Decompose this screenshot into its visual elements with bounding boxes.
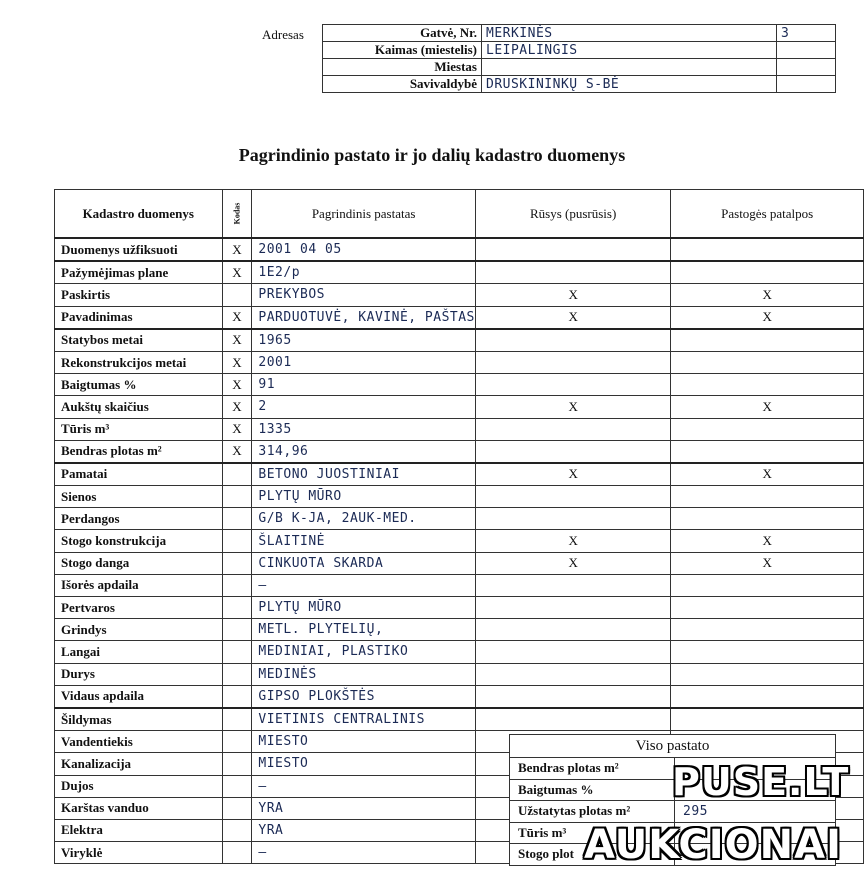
row-main-value: G/B K-JA, 2AUK-MED.: [252, 508, 476, 530]
address-row: [323, 59, 836, 76]
row-rusys: [475, 708, 670, 731]
address-row-value: LEIPALINGIS: [482, 42, 777, 59]
row-label: Karštas vanduo: [55, 797, 223, 819]
row-label: Stogo danga: [55, 552, 223, 574]
row-rusys: [475, 508, 670, 530]
address-row-number: 3: [777, 25, 836, 42]
row-pastoge: X: [671, 552, 864, 574]
row-main-value: MEDINIAI, PLASTIKO: [252, 641, 476, 663]
row-pastoge: [671, 238, 864, 261]
row-main-value: MIESTO: [252, 753, 476, 775]
table-row: [55, 486, 864, 508]
row-main-value: 1965: [252, 329, 476, 352]
row-pastoge: [671, 685, 864, 708]
row-pastoge: [671, 574, 864, 596]
address-row-value: [482, 59, 777, 76]
row-pastoge: [671, 374, 864, 396]
row-main-value: MIESTO: [252, 731, 476, 753]
table-row: [55, 574, 864, 596]
row-rusys: [475, 351, 670, 373]
row-rusys: [475, 574, 670, 596]
row-rusys: X: [475, 530, 670, 552]
row-label: Dujos: [55, 775, 223, 797]
row-rusys: [475, 619, 670, 641]
row-rusys: [475, 597, 670, 619]
row-main-value: MEDINĖS: [252, 663, 476, 685]
row-label: Langai: [55, 641, 223, 663]
address-row: [323, 42, 836, 59]
viso-row-value: 295: [675, 801, 836, 823]
row-kodas: [222, 797, 252, 819]
row-main-value: 1E2/p: [252, 261, 476, 284]
row-main-value: PLYTŲ MŪRO: [252, 597, 476, 619]
table-row: [55, 351, 864, 373]
viso-row-label: Tūris m³: [510, 822, 675, 844]
row-label: Išorės apdaila: [55, 574, 223, 596]
row-kodas: X: [222, 396, 252, 418]
row-rusys: X: [475, 396, 670, 418]
row-kodas: [222, 708, 252, 731]
table-row: [55, 663, 864, 685]
row-label: Rekonstrukcijos metai: [55, 351, 223, 373]
row-pastoge: [671, 261, 864, 284]
row-rusys: X: [475, 284, 670, 306]
row-label: Vandentiekis: [55, 731, 223, 753]
address-row-number: [777, 42, 836, 59]
address-row-value: DRUSKININKŲ S-BĖ: [482, 76, 777, 93]
header-kadastro-duomenys: Kadastro duomenys: [55, 190, 223, 239]
row-main-value: 314,96: [252, 440, 476, 463]
row-label: Elektra: [55, 819, 223, 841]
row-label: Paskirtis: [55, 284, 223, 306]
row-main-value: ŠLAITINĖ: [252, 530, 476, 552]
viso-row-label: Stogo plot: [510, 844, 675, 866]
header-pagrindinis-pastatas: Pagrindinis pastatas: [252, 190, 476, 239]
row-kodas: [222, 641, 252, 663]
row-label: Šildymas: [55, 708, 223, 731]
row-main-value: GIPSO PLOKŠTĖS: [252, 685, 476, 708]
row-pastoge: X: [671, 396, 864, 418]
row-kodas: [222, 775, 252, 797]
watermark-line1: PUSE.LT: [672, 760, 850, 804]
row-rusys: [475, 238, 670, 261]
row-label: Kanalizacija: [55, 753, 223, 775]
row-kodas: [222, 552, 252, 574]
viso-title: Viso pastato: [510, 735, 836, 758]
row-rusys: X: [475, 306, 670, 329]
row-label: Grindys: [55, 619, 223, 641]
viso-row-label: Baigtumas %: [510, 779, 675, 801]
header-kodas: Kodas: [232, 202, 242, 225]
row-rusys: [475, 486, 670, 508]
header-rusys: Rūsys (pusrūsis): [475, 190, 670, 239]
table-row: [55, 306, 864, 329]
row-rusys: [475, 641, 670, 663]
row-main-value: 2001 04 05: [252, 238, 476, 261]
row-pastoge: [671, 508, 864, 530]
row-rusys: [475, 440, 670, 463]
row-label: Pertvaros: [55, 597, 223, 619]
row-main-value: 2001: [252, 351, 476, 373]
address-label: Adresas: [262, 27, 304, 42]
address-table: [322, 24, 836, 93]
table-header-row: [55, 190, 864, 239]
row-label: Duomenys užfiksuoti: [55, 238, 223, 261]
row-kodas: [222, 597, 252, 619]
row-pastoge: [671, 418, 864, 440]
row-label: Pažymėjimas plane: [55, 261, 223, 284]
address-row-label: Kaimas (miestelis): [323, 42, 482, 59]
row-main-value: –: [252, 574, 476, 596]
row-pastoge: [671, 597, 864, 619]
row-pastoge: X: [671, 463, 864, 486]
viso-row-label: Užstatytas plotas m²: [510, 801, 675, 823]
row-main-value: 2: [252, 396, 476, 418]
row-kodas: X: [222, 418, 252, 440]
viso-row-label: Bendras plotas m²: [510, 758, 675, 780]
row-label: Viryklė: [55, 842, 223, 864]
table-row: [55, 552, 864, 574]
table-row: [55, 641, 864, 663]
row-main-value: PREKYBOS: [252, 284, 476, 306]
row-label: Statybos metai: [55, 329, 223, 352]
row-main-value: PLYTŲ MŪRO: [252, 486, 476, 508]
row-kodas: [222, 731, 252, 753]
row-kodas: [222, 685, 252, 708]
address-row-number: [777, 59, 836, 76]
row-label: Stogo konstrukcija: [55, 530, 223, 552]
row-pastoge: [671, 486, 864, 508]
table-row: [55, 530, 864, 552]
table-row: [55, 440, 864, 463]
row-main-value: YRA: [252, 797, 476, 819]
row-pastoge: [671, 663, 864, 685]
address-row-label: Gatvė, Nr.: [323, 25, 482, 42]
row-rusys: X: [475, 552, 670, 574]
row-pastoge: [671, 440, 864, 463]
row-main-value: –: [252, 775, 476, 797]
row-kodas: [222, 530, 252, 552]
table-row: [55, 708, 864, 731]
table-row: [55, 619, 864, 641]
row-kodas: [222, 574, 252, 596]
row-kodas: X: [222, 329, 252, 352]
row-kodas: X: [222, 261, 252, 284]
row-kodas: [222, 619, 252, 641]
address-row: [323, 25, 836, 42]
row-label: Sienos: [55, 486, 223, 508]
row-kodas: X: [222, 238, 252, 261]
row-label: Tūris m³: [55, 418, 223, 440]
row-pastoge: [671, 329, 864, 352]
row-kodas: [222, 508, 252, 530]
row-kodas: [222, 819, 252, 841]
table-row: [55, 508, 864, 530]
address-row: [323, 76, 836, 93]
row-rusys: [475, 261, 670, 284]
row-pastoge: X: [671, 284, 864, 306]
address-row-value: MERKINĖS: [482, 25, 777, 42]
row-main-value: YRA: [252, 819, 476, 841]
row-pastoge: [671, 708, 864, 731]
table-row: [55, 597, 864, 619]
page-title: Pagrindinio pastato ir jo dalių kadastro duomenys: [238, 145, 626, 165]
row-label: Durys: [55, 663, 223, 685]
row-main-value: CINKUOTA SKARDA: [252, 552, 476, 574]
row-pastoge: [671, 619, 864, 641]
row-kodas: [222, 284, 252, 306]
row-label: Perdangos: [55, 508, 223, 530]
table-row: [55, 329, 864, 352]
table-row: [55, 463, 864, 486]
row-kodas: X: [222, 351, 252, 373]
row-label: Aukštų skaičius: [55, 396, 223, 418]
row-main-value: VIETINIS CENTRALINIS: [252, 708, 476, 731]
row-rusys: [475, 374, 670, 396]
address-row-label: Miestas: [323, 59, 482, 76]
row-kodas: [222, 842, 252, 864]
row-kodas: X: [222, 440, 252, 463]
row-rusys: X: [475, 463, 670, 486]
row-kodas: [222, 753, 252, 775]
address-row-label: Savivaldybė: [323, 76, 482, 93]
row-main-value: BETONO JUOSTINIAI: [252, 463, 476, 486]
row-kodas: X: [222, 374, 252, 396]
row-label: Vidaus apdaila: [55, 685, 223, 708]
address-row-number: [777, 76, 836, 93]
table-row: [55, 261, 864, 284]
row-label: Pamatai: [55, 463, 223, 486]
row-kodas: [222, 463, 252, 486]
row-main-value: –: [252, 842, 476, 864]
row-rusys: [475, 418, 670, 440]
header-pastoges-patalpos: Pastogės patalpos: [671, 190, 864, 239]
row-main-value: 91: [252, 374, 476, 396]
row-pastoge: [671, 641, 864, 663]
header-kodas-cell: [222, 190, 252, 239]
row-rusys: [475, 329, 670, 352]
row-pastoge: X: [671, 530, 864, 552]
table-row: [55, 685, 864, 708]
row-rusys: [475, 685, 670, 708]
row-kodas: [222, 663, 252, 685]
row-label: Pavadinimas: [55, 306, 223, 329]
row-label: Baigtumas %: [55, 374, 223, 396]
row-main-value: METL. PLYTELIŲ,: [252, 619, 476, 641]
table-row: [55, 396, 864, 418]
row-main-value: PARDUOTUVĖ, KAVINĖ, PAŠTAS: [252, 306, 476, 329]
row-label: Bendras plotas m²: [55, 440, 223, 463]
table-row: [55, 284, 864, 306]
row-kodas: [222, 486, 252, 508]
row-kodas: X: [222, 306, 252, 329]
watermark-line2: AUKCIONAI: [584, 822, 842, 868]
table-row: [55, 238, 864, 261]
row-pastoge: [671, 351, 864, 373]
row-rusys: [475, 663, 670, 685]
table-row: [55, 418, 864, 440]
row-pastoge: X: [671, 306, 864, 329]
table-row: [55, 374, 864, 396]
row-main-value: 1335: [252, 418, 476, 440]
viso-title-row: [510, 735, 836, 758]
